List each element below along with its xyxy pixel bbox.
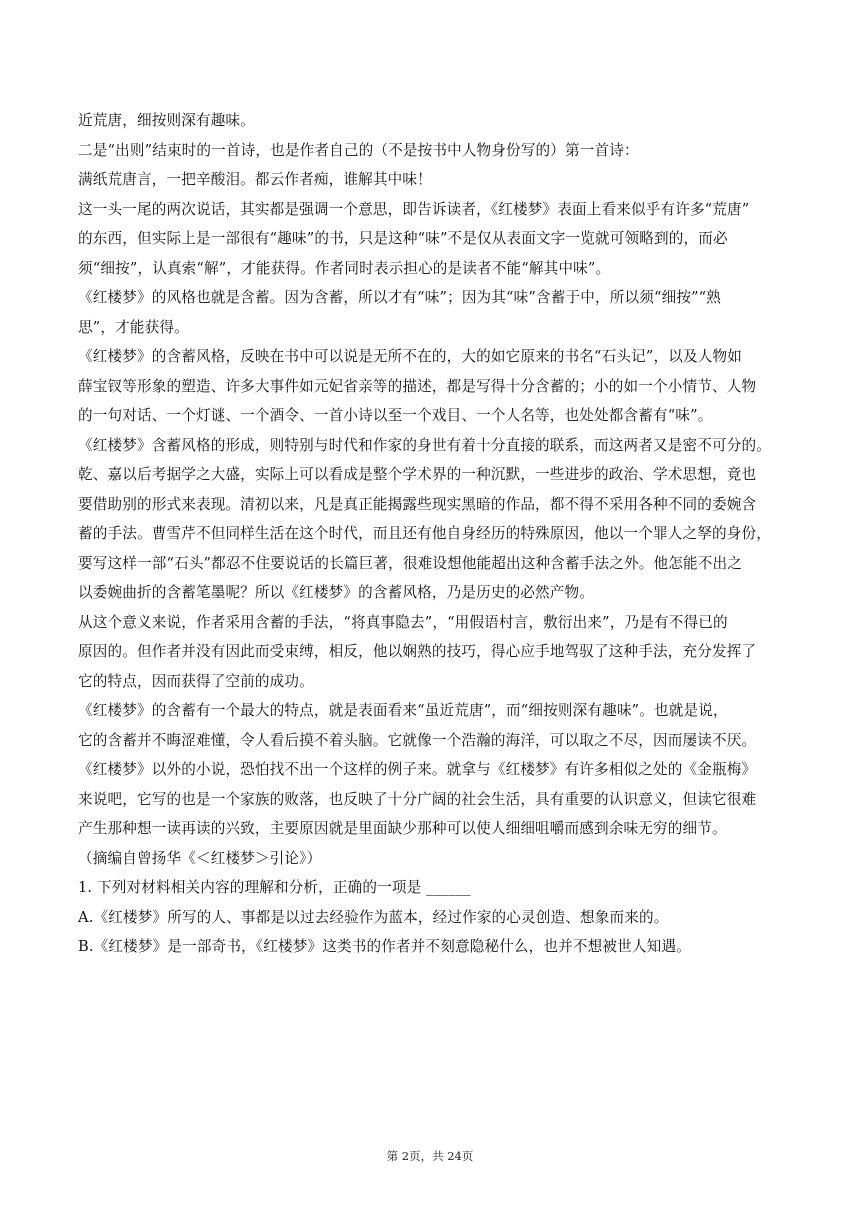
text-line: 薛宝钗等形象的塑造、许多大事件如元妃省亲等的描述，都是写得十分含蓄的；小的如一个小情节、人物 [78,377,757,395]
text-line: 的东西，但实际上是一部很有“趣味”的书，只是这种“味”不是仅从表面文字一览就可领略到的，而必 [78,230,728,247]
text-line: 这一头一尾的两次说话，其实都是强调一个意思，即告诉读者，《红楼梦》表面上看来似乎有许多“荒唐” [78,200,750,218]
page-footer: 第 2页，共 24页 [386,1149,474,1163]
text-line: 近荒唐，细按则深有趣味。 [78,112,255,129]
text-line: 蓄的手法。曹雪芹不但同样生活在这个时代，而且还有他自身经历的特殊原因，他以一个罪人之孥的身份， [78,525,771,542]
text-line: 《红楼梦》以外的小说，恐怕找不出一个这样的例子来。就拿与《红楼梦》有许多相似之处的《金瓶梅》 [78,761,757,778]
option-a: A.《红楼梦》所写的人、事都是以过去经验作为蓝本，经过作家的心灵创造、想象而来的。 [78,908,669,926]
text-line: 思”，才能获得。 [78,318,189,336]
text-line: 《红楼梦》的风格也就是含蓄。因为含蓄，所以才有“味”；因为其“味”含蓄于中，所以须“细按”“熟 [78,289,722,306]
text-line: 乾、嘉以后考据学之大盛，实际上可以看成是整个学术界的一种沉默，一些进步的政治、学术思想，竟也 [78,466,757,483]
text-line: 要写这样一部“石头”都忍不住要说话的长篇巨著，很难设想他能超出这种含蓄手法之外。他怎能不出之 [78,554,742,572]
text-line: 须“细按”，认真索“解”，才能获得。作者同时表示担心的是读者不能“解其中味”。 [78,259,611,277]
text-line: 《红楼梦》含蓄风格的形成，则特别与时代和作家的身世有着十分直接的联系，而这两者又是密不可分的。 [78,436,771,454]
text-line: 产生那种想一读再读的兴致，主要原因就是里面缺少那种可以使人细细咀嚼而感到余味无穷的细节。 [78,820,727,837]
text-line: 满纸荒唐言，一把辛酸泪。都云作者痴，谁解其中味！ [78,171,432,188]
text-line: 它的特点，因而获得了空前的成功。 [78,672,314,690]
text-line: 它的含蓄并不晦涩难懂，令人看后摸不着头脑。它就像一个浩瀚的海洋，可以取之不尽，因而屡读不厌。 [78,731,757,749]
text-line: 从这个意义来说，作者采用含蓄的手法，“将真事隐去”，“用假语村言，敷衍出来”，乃是有不得已的 [78,613,728,631]
text-line: 的一句对话、一个灯谜、一个酒令、一首小诗以至一个戏目、一个人名等，也处处都含蓄有“味”。 [78,407,713,424]
text-line: 《红楼梦》的含蓄风格，反映在书中可以说是无所不在的，大的如它原来的书名“石头记”，以及人物如 [78,348,742,365]
document-body [78,106,788,962]
text-line: 以委婉曲折的含蓄笔墨呢？所以《红楼梦》的含蓄风格，乃是历史的必然产物。 [78,584,595,601]
source-citation: （摘编自曾扬华《＜红楼梦＞引论》） [78,849,322,867]
option-b: B.《红楼梦》是一部奇书，《红楼梦》这类书的作者并不刻意隐秘什么，也并不想被世人知遇。 [78,938,691,955]
question-stem: 1. 下列对材料相关内容的理解和分析，正确的一项是 ______ [78,879,471,896]
text-line: 《红楼梦》的含蓄有一个最大的特点，就是表面看来“虽近荒唐”，而“细按则深有趣味”。也就是说， [78,702,728,719]
text-line: 原因的。但作者并没有因此而受束缚，相反，他以娴熟的技巧，得心应手地驾驭了这种手法，充分发挥了 [78,643,757,660]
text-line: 二是“出则”结束时的一首诗，也是作者自己的（不是按书中人物身份写的）第一首诗： [78,141,639,159]
text-line: 要借助别的形式来表现。清初以来，凡是真正能揭露些现实黑暗的作品，都不得不采用各种不同的委婉含 [78,495,757,513]
text-line: 来说吧，它写的也是一个家族的败落，也反映了十分广阔的社会生活，具有重要的认识意义，但读它很难 [78,790,757,808]
